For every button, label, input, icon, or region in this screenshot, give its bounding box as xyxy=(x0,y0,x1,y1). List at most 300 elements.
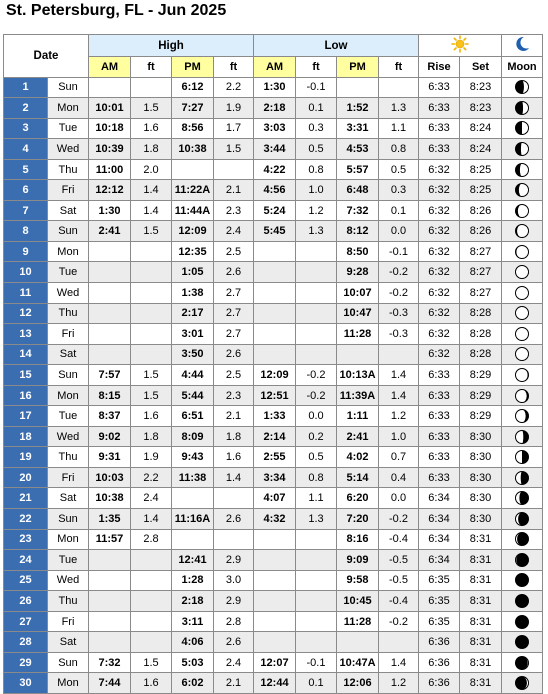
moon-phase-cell xyxy=(502,447,543,468)
low-am-height: 0.0 xyxy=(296,406,337,427)
high-pm-height: 3.0 xyxy=(214,570,254,591)
high-pm-time: 8:09 xyxy=(172,426,214,447)
low-pm-time: 8:16 xyxy=(337,529,379,550)
low-am-time: 1:33 xyxy=(254,406,296,427)
table-row xyxy=(4,509,543,530)
weekday: Tue xyxy=(48,118,89,139)
low-pm-height: 0.0 xyxy=(379,221,419,242)
sunset-time: 8:23 xyxy=(460,77,502,98)
sunrise-time: 6:33 xyxy=(419,467,460,488)
weekday: Sun xyxy=(48,509,89,530)
moon-phase-icon xyxy=(514,79,530,95)
low-pm-time: 9:09 xyxy=(337,550,379,571)
sunrise-time: 6:34 xyxy=(419,509,460,530)
sunrise-time: 6:34 xyxy=(419,529,460,550)
low-pm-time: 10:13A xyxy=(337,365,379,386)
weekday: Fri xyxy=(48,611,89,632)
moon-phase-icon xyxy=(514,305,530,321)
sunrise-time: 6:32 xyxy=(419,180,460,201)
moon-phase-cell xyxy=(502,529,543,550)
high-am-time xyxy=(89,611,131,632)
high-am-height: 1.8 xyxy=(131,426,172,447)
moon-phase-cell xyxy=(502,303,543,324)
high-pm-height: 2.3 xyxy=(214,385,254,406)
high-am-time: 12:12 xyxy=(89,180,131,201)
low-am-height: 0.8 xyxy=(296,467,337,488)
day-number: 19 xyxy=(4,447,48,468)
sunset-time: 8:27 xyxy=(460,283,502,304)
moon-phase-cell xyxy=(502,77,543,98)
low-pm-time: 3:31 xyxy=(337,118,379,139)
low-pm-height: 1.4 xyxy=(379,652,419,673)
sunset-time: 8:31 xyxy=(460,591,502,612)
low-am-time: 4:56 xyxy=(254,180,296,201)
low-pm-time: 5:14 xyxy=(337,467,379,488)
sunset-time: 8:31 xyxy=(460,652,502,673)
low-pm-time: 6:20 xyxy=(337,488,379,509)
high-am-height: 1.5 xyxy=(131,98,172,119)
high-am-time: 10:18 xyxy=(89,118,131,139)
high-am-time: 1:35 xyxy=(89,509,131,530)
low-pm-time: 7:20 xyxy=(337,509,379,530)
high-pm-time: 10:38 xyxy=(172,139,214,160)
high-am-time: 10:39 xyxy=(89,139,131,160)
low-am-time xyxy=(254,344,296,365)
sunrise-time: 6:33 xyxy=(419,447,460,468)
low-am-height xyxy=(296,529,337,550)
sunrise-time: 6:33 xyxy=(419,365,460,386)
high-am-time xyxy=(89,550,131,571)
day-number: 13 xyxy=(4,324,48,345)
day-number: 8 xyxy=(4,221,48,242)
high-pm-height: 2.1 xyxy=(214,406,254,427)
high-am-height: 1.5 xyxy=(131,365,172,386)
moon-phase-cell xyxy=(502,632,543,653)
low-am-time: 3:03 xyxy=(254,118,296,139)
low-pm-time: 8:50 xyxy=(337,241,379,262)
sunset-time: 8:31 xyxy=(460,550,502,571)
high-am-time: 9:31 xyxy=(89,447,131,468)
moon-phase-icon xyxy=(514,346,530,362)
high-pm-time: 1:28 xyxy=(172,570,214,591)
low-am-height: 0.5 xyxy=(296,447,337,468)
weekday: Wed xyxy=(48,570,89,591)
day-number: 5 xyxy=(4,159,48,180)
moon-phase-cell xyxy=(502,591,543,612)
high-am-height: 1.5 xyxy=(131,385,172,406)
low-pm-height: -0.2 xyxy=(379,283,419,304)
weekday: Sat xyxy=(48,488,89,509)
low-am-height xyxy=(296,283,337,304)
sunrise-time: 6:32 xyxy=(419,303,460,324)
high-am-height xyxy=(131,611,172,632)
weekday: Fri xyxy=(48,324,89,345)
moon-phase-cell xyxy=(502,509,543,530)
moon-phase-cell xyxy=(502,467,543,488)
low-am-height: 1.2 xyxy=(296,200,337,221)
low-am-time xyxy=(254,550,296,571)
table-row xyxy=(4,611,543,632)
moon-phase-icon xyxy=(514,429,530,445)
high-pm-height: 2.4 xyxy=(214,652,254,673)
moon-phase-icon xyxy=(514,141,530,157)
high-pm-height: 2.1 xyxy=(214,180,254,201)
high-am-time xyxy=(89,632,131,653)
high-am-height: 1.4 xyxy=(131,180,172,201)
moon-phase-cell xyxy=(502,611,543,632)
high-pm-height: 2.7 xyxy=(214,303,254,324)
moon-phase-cell xyxy=(502,139,543,160)
day-number: 2 xyxy=(4,98,48,119)
high-am-time: 10:01 xyxy=(89,98,131,119)
high-am-height xyxy=(131,632,172,653)
sunset-time: 8:31 xyxy=(460,632,502,653)
day-number: 25 xyxy=(4,570,48,591)
table-row xyxy=(4,632,543,653)
day-number: 23 xyxy=(4,529,48,550)
low-am-height: 0.5 xyxy=(296,139,337,160)
low-am-height: 1.0 xyxy=(296,180,337,201)
moon-phase-cell xyxy=(502,570,543,591)
moon-phase-icon xyxy=(514,511,530,527)
moon-phase-icon xyxy=(514,223,530,239)
sunrise-time: 6:36 xyxy=(419,673,460,694)
sunset-time: 8:28 xyxy=(460,344,502,365)
high-pm-height: 2.9 xyxy=(214,591,254,612)
high-pm-height: 2.6 xyxy=(214,344,254,365)
date-header: Date xyxy=(4,35,89,78)
sunset-time: 8:24 xyxy=(460,118,502,139)
low-am-time: 12:09 xyxy=(254,365,296,386)
low-am-time: 4:32 xyxy=(254,509,296,530)
moon-phase-cell xyxy=(502,118,543,139)
high-am-height: 1.4 xyxy=(131,200,172,221)
low-tide-header: Low xyxy=(254,35,419,57)
low-pm-height: 1.2 xyxy=(379,673,419,694)
low-pm-header: PM xyxy=(337,57,379,78)
sunset-time: 8:27 xyxy=(460,262,502,283)
high-pm-height: 2.5 xyxy=(214,241,254,262)
high-am-height: 1.5 xyxy=(131,221,172,242)
sunrise-time: 6:33 xyxy=(419,118,460,139)
high-am-time xyxy=(89,344,131,365)
low-am-height: 1.3 xyxy=(296,221,337,242)
low-pm-height xyxy=(379,632,419,653)
high-am-time: 1:30 xyxy=(89,200,131,221)
day-number: 30 xyxy=(4,673,48,694)
low-pm-time: 11:28 xyxy=(337,324,379,345)
high-pm-height: 2.6 xyxy=(214,632,254,653)
low-pm-height xyxy=(379,344,419,365)
moon-phase-cell xyxy=(502,406,543,427)
day-number: 1 xyxy=(4,77,48,98)
weekday: Sat xyxy=(48,200,89,221)
low-pm-time: 10:45 xyxy=(337,591,379,612)
table-row xyxy=(4,200,543,221)
table-row xyxy=(4,591,543,612)
low-pm-height: -0.4 xyxy=(379,529,419,550)
high-am-time xyxy=(89,77,131,98)
low-am-height xyxy=(296,550,337,571)
high-am-height: 2.4 xyxy=(131,488,172,509)
moon-phase-cell xyxy=(502,221,543,242)
sunrise-time: 6:32 xyxy=(419,159,460,180)
table-row xyxy=(4,652,543,673)
weekday: Thu xyxy=(48,303,89,324)
low-am-height xyxy=(296,324,337,345)
day-number: 28 xyxy=(4,632,48,653)
day-number: 11 xyxy=(4,283,48,304)
high-pm-time: 12:41 xyxy=(172,550,214,571)
weekday: Thu xyxy=(48,447,89,468)
low-am-time xyxy=(254,570,296,591)
high-pm-time: 7:27 xyxy=(172,98,214,119)
high-pm-time: 12:09 xyxy=(172,221,214,242)
sunset-time: 8:23 xyxy=(460,98,502,119)
low-am-time xyxy=(254,241,296,262)
high-pm-time: 11:22A xyxy=(172,180,214,201)
low-am-time xyxy=(254,529,296,550)
moon-phase-icon xyxy=(514,593,530,609)
low-pm-ft-header: ft xyxy=(379,57,419,78)
moon-phase-cell xyxy=(502,550,543,571)
high-pm-height: 2.6 xyxy=(214,509,254,530)
low-pm-height: 1.2 xyxy=(379,406,419,427)
high-pm-time: 3:50 xyxy=(172,344,214,365)
low-am-height xyxy=(296,570,337,591)
low-pm-time: 1:11 xyxy=(337,406,379,427)
low-pm-time: 10:07 xyxy=(337,283,379,304)
high-am-time xyxy=(89,241,131,262)
moon-phase-icon xyxy=(514,408,530,424)
sunset-header: Set xyxy=(460,57,502,78)
day-number: 21 xyxy=(4,488,48,509)
moon-phase-icon xyxy=(514,490,530,506)
high-pm-time: 4:06 xyxy=(172,632,214,653)
high-pm-time: 5:03 xyxy=(172,652,214,673)
weekday: Thu xyxy=(48,591,89,612)
sunrise-time: 6:36 xyxy=(419,632,460,653)
high-am-height xyxy=(131,324,172,345)
weekday: Mon xyxy=(48,98,89,119)
high-am-height: 1.4 xyxy=(131,509,172,530)
day-number: 26 xyxy=(4,591,48,612)
high-am-height: 1.8 xyxy=(131,139,172,160)
low-am-time: 12:51 xyxy=(254,385,296,406)
weekday: Sun xyxy=(48,652,89,673)
low-am-ft-header: ft xyxy=(296,57,337,78)
sunrise-time: 6:33 xyxy=(419,406,460,427)
high-am-height: 1.6 xyxy=(131,406,172,427)
low-pm-time: 12:06 xyxy=(337,673,379,694)
weekday: Sun xyxy=(48,221,89,242)
moon-phase-cell xyxy=(502,365,543,386)
low-am-height: -0.1 xyxy=(296,77,337,98)
table-row xyxy=(4,221,543,242)
tide-rows xyxy=(4,77,543,693)
low-am-header: AM xyxy=(254,57,296,78)
moon-phase-icon xyxy=(514,326,530,342)
low-am-time xyxy=(254,611,296,632)
low-pm-height: 0.3 xyxy=(379,180,419,201)
sunset-time: 8:29 xyxy=(460,406,502,427)
day-number: 20 xyxy=(4,467,48,488)
high-am-height xyxy=(131,77,172,98)
table-row xyxy=(4,673,543,694)
low-pm-height: -0.2 xyxy=(379,262,419,283)
high-pm-height: 1.9 xyxy=(214,98,254,119)
low-pm-height: 0.7 xyxy=(379,447,419,468)
high-pm-time: 9:43 xyxy=(172,447,214,468)
sunrise-time: 6:34 xyxy=(419,488,460,509)
sun-header xyxy=(419,35,502,57)
sunset-time: 8:28 xyxy=(460,303,502,324)
moon-phase-cell xyxy=(502,426,543,447)
weekday: Tue xyxy=(48,262,89,283)
low-pm-time xyxy=(337,632,379,653)
high-am-height xyxy=(131,241,172,262)
weekday: Wed xyxy=(48,426,89,447)
low-am-height: 1.1 xyxy=(296,488,337,509)
moon-phase-icon xyxy=(514,162,530,178)
low-pm-time: 6:48 xyxy=(337,180,379,201)
high-am-height: 2.0 xyxy=(131,159,172,180)
table-row xyxy=(4,426,543,447)
low-pm-height: -0.3 xyxy=(379,303,419,324)
moon-phase-icon xyxy=(514,100,530,116)
low-pm-height: 1.3 xyxy=(379,98,419,119)
high-pm-height: 2.6 xyxy=(214,262,254,283)
low-pm-height: 0.4 xyxy=(379,467,419,488)
crescent-moon-icon xyxy=(513,35,531,53)
day-number: 12 xyxy=(4,303,48,324)
moon-phase-icon xyxy=(514,675,530,691)
high-am-height xyxy=(131,303,172,324)
sunrise-time: 6:33 xyxy=(419,426,460,447)
moon-phase-cell xyxy=(502,180,543,201)
table-row xyxy=(4,467,543,488)
day-number: 14 xyxy=(4,344,48,365)
low-am-time xyxy=(254,262,296,283)
low-am-time xyxy=(254,324,296,345)
low-pm-time: 10:47 xyxy=(337,303,379,324)
moon-phase-cell xyxy=(502,283,543,304)
moon-phase-icon xyxy=(514,614,530,630)
moon-phase-icon xyxy=(514,531,530,547)
moon-phase-cell xyxy=(502,262,543,283)
sunrise-time: 6:35 xyxy=(419,570,460,591)
high-am-header: AM xyxy=(89,57,131,78)
low-am-time: 2:14 xyxy=(254,426,296,447)
high-am-height: 1.6 xyxy=(131,118,172,139)
moon-phase-icon xyxy=(514,203,530,219)
sunset-time: 8:27 xyxy=(460,241,502,262)
low-am-time: 3:34 xyxy=(254,467,296,488)
high-pm-height xyxy=(214,159,254,180)
high-pm-height: 2.7 xyxy=(214,283,254,304)
high-am-time: 7:57 xyxy=(89,365,131,386)
high-am-time xyxy=(89,303,131,324)
low-pm-time: 9:28 xyxy=(337,262,379,283)
low-pm-time: 10:47A xyxy=(337,652,379,673)
table-row xyxy=(4,447,543,468)
high-am-height: 2.8 xyxy=(131,529,172,550)
low-pm-height: 0.1 xyxy=(379,200,419,221)
low-pm-height: 1.4 xyxy=(379,365,419,386)
low-pm-height: -0.3 xyxy=(379,324,419,345)
day-number: 6 xyxy=(4,180,48,201)
sunrise-time: 6:32 xyxy=(419,262,460,283)
low-pm-time xyxy=(337,344,379,365)
high-am-time: 11:57 xyxy=(89,529,131,550)
sunset-time: 8:31 xyxy=(460,529,502,550)
sunrise-time: 6:35 xyxy=(419,611,460,632)
sunrise-time: 6:33 xyxy=(419,139,460,160)
low-pm-time xyxy=(337,77,379,98)
high-am-time: 8:15 xyxy=(89,385,131,406)
moon-phase-icon xyxy=(514,120,530,136)
high-pm-height: 2.7 xyxy=(214,324,254,345)
moon-phase-cell xyxy=(502,385,543,406)
high-am-time: 7:44 xyxy=(89,673,131,694)
low-am-time xyxy=(254,303,296,324)
low-pm-height: 0.0 xyxy=(379,488,419,509)
moon-phase-icon xyxy=(514,449,530,465)
high-pm-height: 2.4 xyxy=(214,221,254,242)
high-pm-time: 2:18 xyxy=(172,591,214,612)
sunset-time: 8:25 xyxy=(460,180,502,201)
low-pm-height: 1.1 xyxy=(379,118,419,139)
low-am-height: 1.3 xyxy=(296,509,337,530)
low-am-time xyxy=(254,632,296,653)
sunrise-time: 6:36 xyxy=(419,652,460,673)
low-pm-time: 4:02 xyxy=(337,447,379,468)
low-pm-height: -0.2 xyxy=(379,611,419,632)
moon-phase-cell xyxy=(502,673,543,694)
tide-table xyxy=(3,34,543,694)
low-am-time: 5:24 xyxy=(254,200,296,221)
high-am-height xyxy=(131,570,172,591)
moon-phase-icon xyxy=(514,367,530,383)
high-pm-height: 2.5 xyxy=(214,365,254,386)
table-row xyxy=(4,77,543,98)
high-pm-time xyxy=(172,488,214,509)
day-number: 17 xyxy=(4,406,48,427)
day-number: 15 xyxy=(4,365,48,386)
low-pm-time: 7:32 xyxy=(337,200,379,221)
low-pm-time: 4:53 xyxy=(337,139,379,160)
sunrise-time: 6:32 xyxy=(419,283,460,304)
high-pm-time: 2:17 xyxy=(172,303,214,324)
low-am-time: 12:07 xyxy=(254,652,296,673)
weekday: Tue xyxy=(48,550,89,571)
low-pm-height: 0.5 xyxy=(379,159,419,180)
high-pm-time: 11:44A xyxy=(172,200,214,221)
weekday: Fri xyxy=(48,180,89,201)
sunrise-time: 6:32 xyxy=(419,344,460,365)
sunset-time: 8:26 xyxy=(460,221,502,242)
sunset-time: 8:26 xyxy=(460,200,502,221)
high-pm-height: 2.2 xyxy=(214,77,254,98)
weekday: Thu xyxy=(48,159,89,180)
low-am-height xyxy=(296,241,337,262)
table-row xyxy=(4,365,543,386)
moon-phase-cell xyxy=(502,344,543,365)
low-am-height: -0.2 xyxy=(296,365,337,386)
low-am-height: 0.2 xyxy=(296,426,337,447)
high-am-time xyxy=(89,324,131,345)
high-am-height xyxy=(131,344,172,365)
